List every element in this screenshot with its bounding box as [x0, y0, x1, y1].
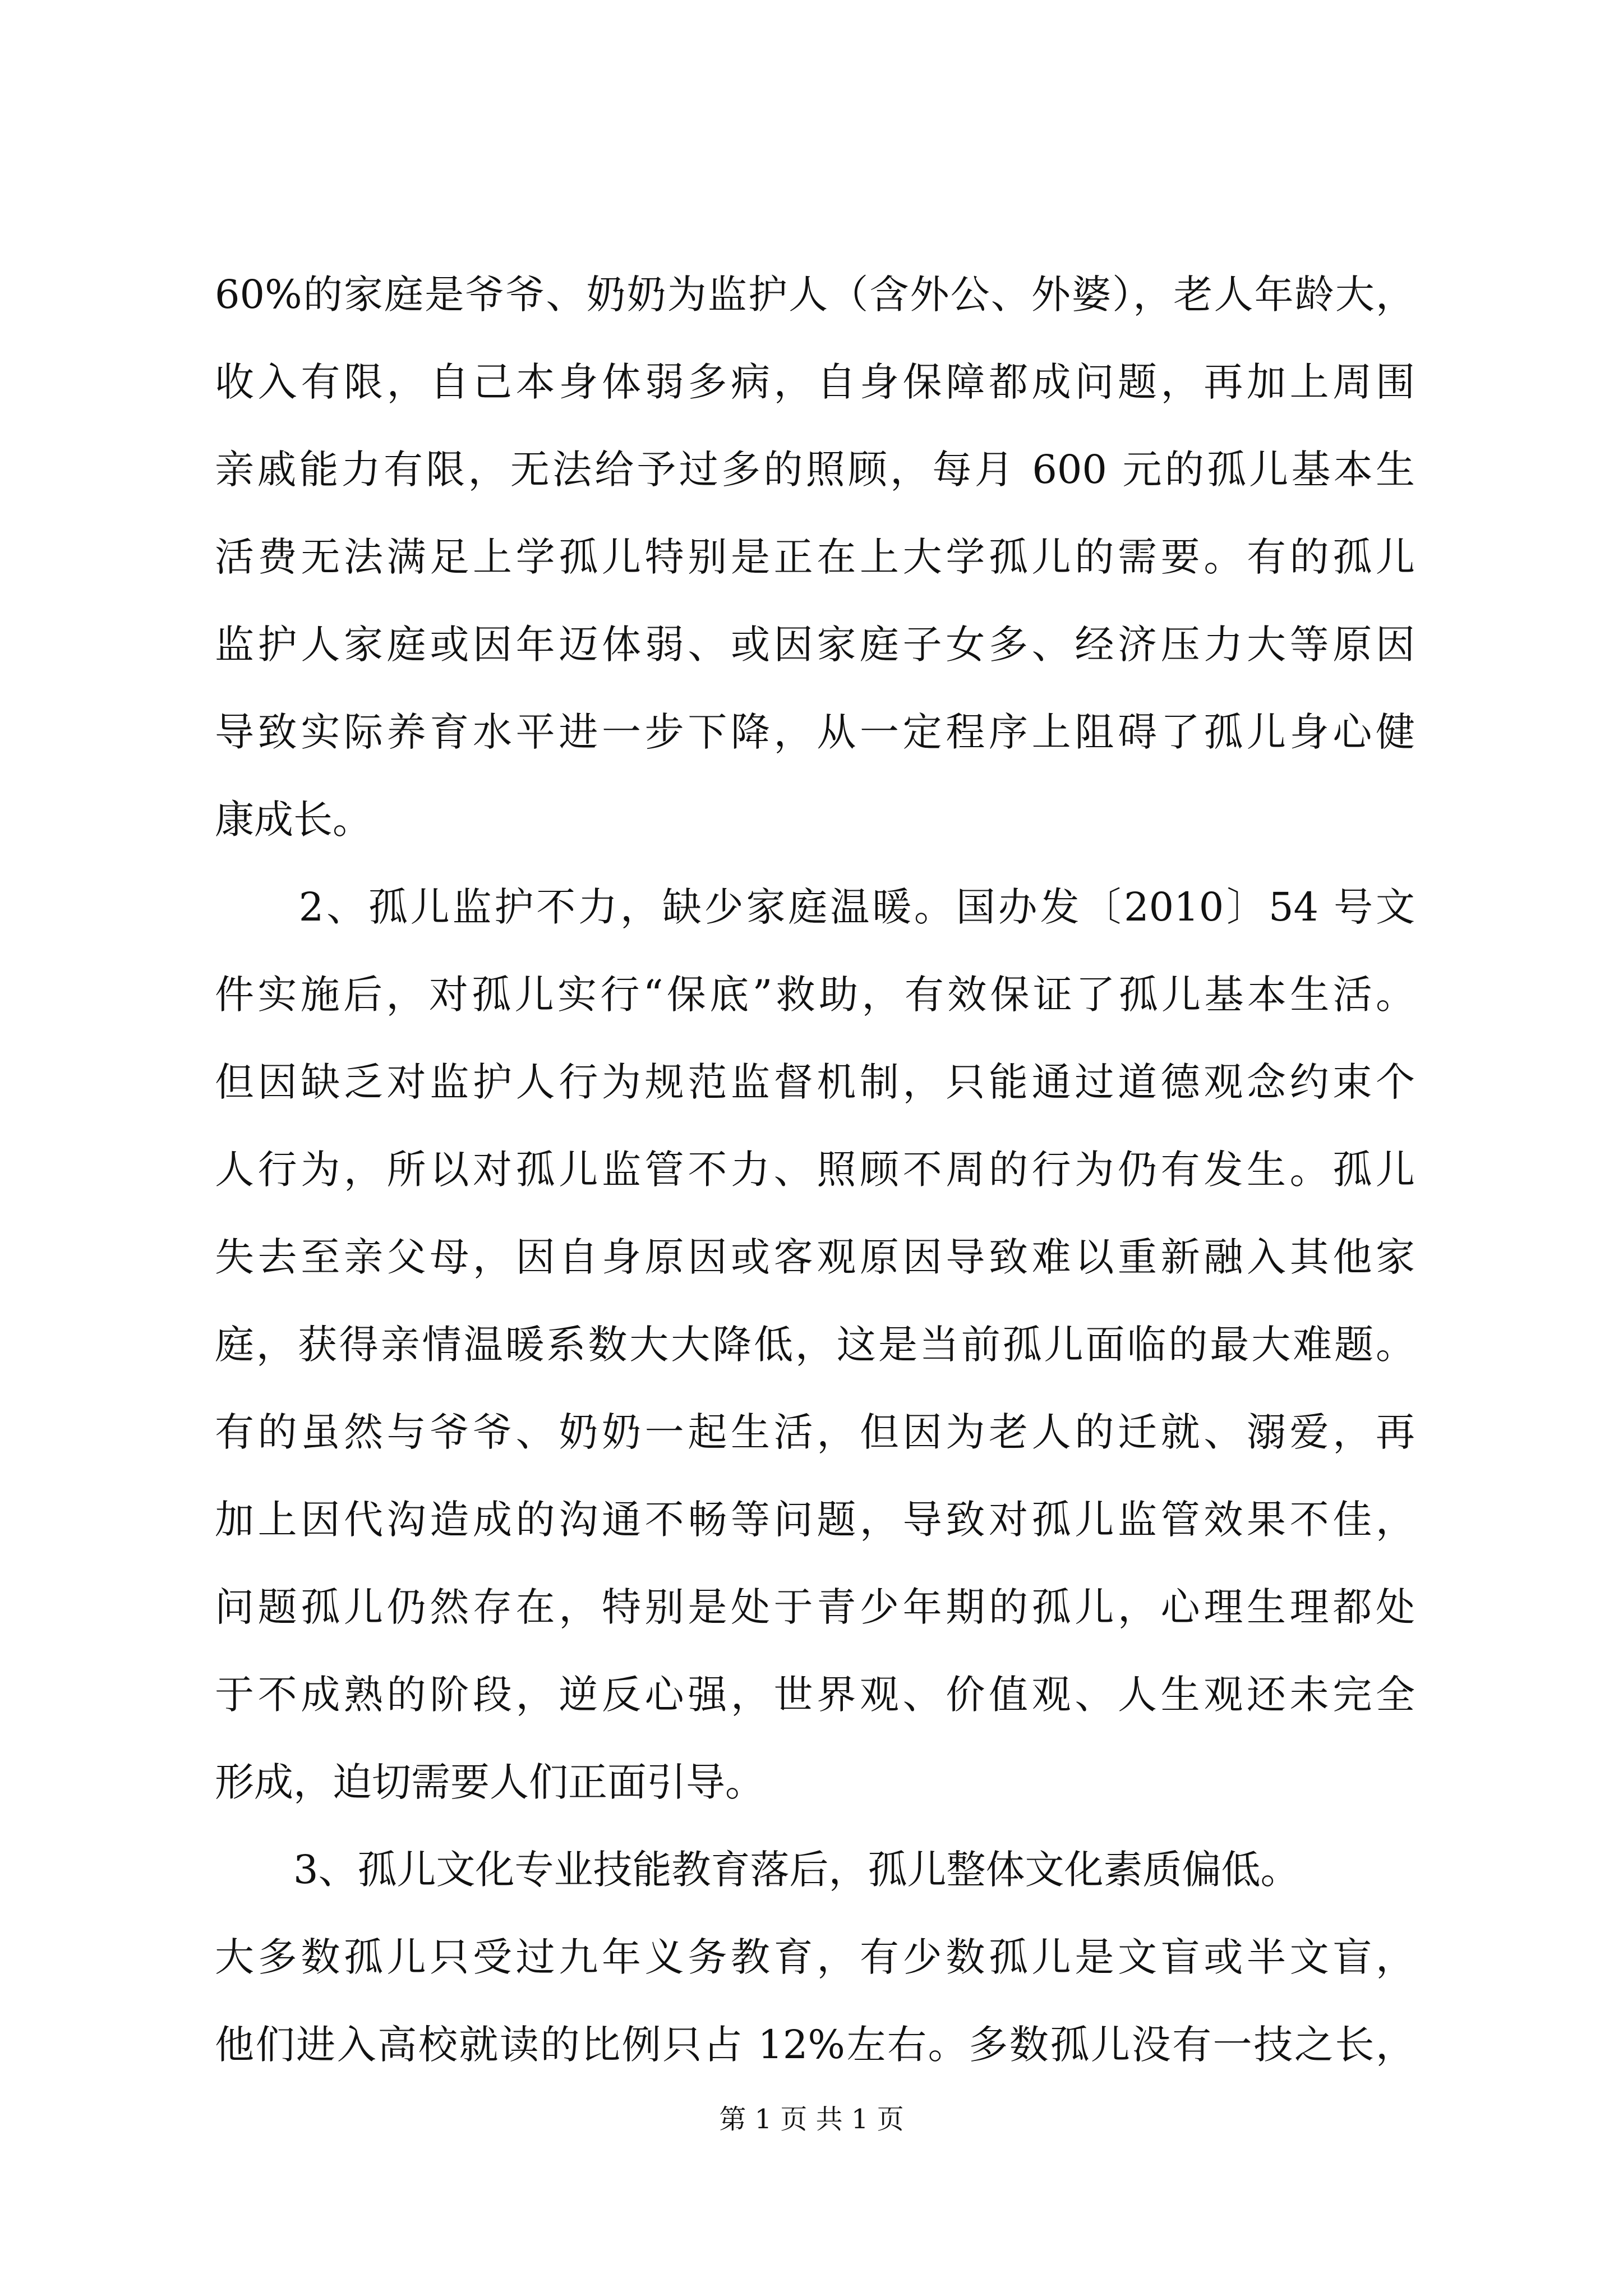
text-line: 件实施后，对孤儿实行“保底”救助，有效保证了孤儿基本生活。 [215, 972, 1415, 1018]
text-line: 失去至亲父母，因自身原因或客观原因导致难以重新融入其他家 [215, 1234, 1415, 1280]
text-line: 人行为，所以对孤儿监管不力、照顾不周的行为仍有发生。孤儿 [215, 1147, 1415, 1193]
text-line: 但因缺乏对监护人行为规范监督机制，只能通过道德观念约束个 [215, 1059, 1415, 1105]
text-line: 问题孤儿仍然存在，特别是处于青少年期的孤儿，心理生理都处 [215, 1584, 1415, 1630]
text-line: 庭，获得亲情温暖系数大大降低，这是当前孤儿面临的最大难题。 [215, 1322, 1415, 1368]
text-line: 活费无法满足上学孤儿特别是正在上大学孤儿的需要。有的孤儿 [215, 534, 1415, 580]
text-line: 亲戚能力有限，无法给予过多的照顾，每月 600 元的孤儿基本生 [215, 447, 1415, 493]
page-number-footer: 第 1 页 共 1 页 [719, 2104, 904, 2135]
text-line: 2、孤儿监护不力，缺少家庭温暖。国办发〔2010〕54 号文 [215, 884, 1415, 930]
text-line: 导致实际养育水平进一步下降，从一定程序上阻碍了孤儿身心健 [215, 709, 1415, 755]
text-line: 60%的家庭是爷爷、奶奶为监护人（含外公、外婆），老人年龄大， [215, 272, 1415, 318]
text-line: 康成长。 [215, 797, 372, 843]
text-line: 有的虽然与爷爷、奶奶一起生活，但因为老人的迁就、溺爱，再 [215, 1409, 1415, 1455]
text-line: 3、孤儿文化专业技能教育落后，孤儿整体文化素质偏低。 [215, 1847, 1300, 1893]
text-line: 加上因代沟造成的沟通不畅等问题，导致对孤儿监管效果不佳， [215, 1497, 1415, 1543]
text-line: 监护人家庭或因年迈体弱、或因家庭子女多、经济压力大等原因 [215, 622, 1415, 668]
text-line: 他们进入高校就读的比例只占 12%左右。多数孤儿没有一技之长， [215, 2022, 1415, 2068]
text-line: 收入有限，自己本身体弱多病，自身保障都成问题，再加上周围 [215, 359, 1415, 405]
text-line: 形成，迫切需要人们正面引导。 [215, 1759, 764, 1805]
text-line: 大多数孤儿只受过九年义务教育，有少数孤儿是文盲或半文盲， [215, 1934, 1415, 1980]
text-line: 于不成熟的阶段，逆反心强，世界观、价值观、人生观还未完全 [215, 1672, 1415, 1718]
